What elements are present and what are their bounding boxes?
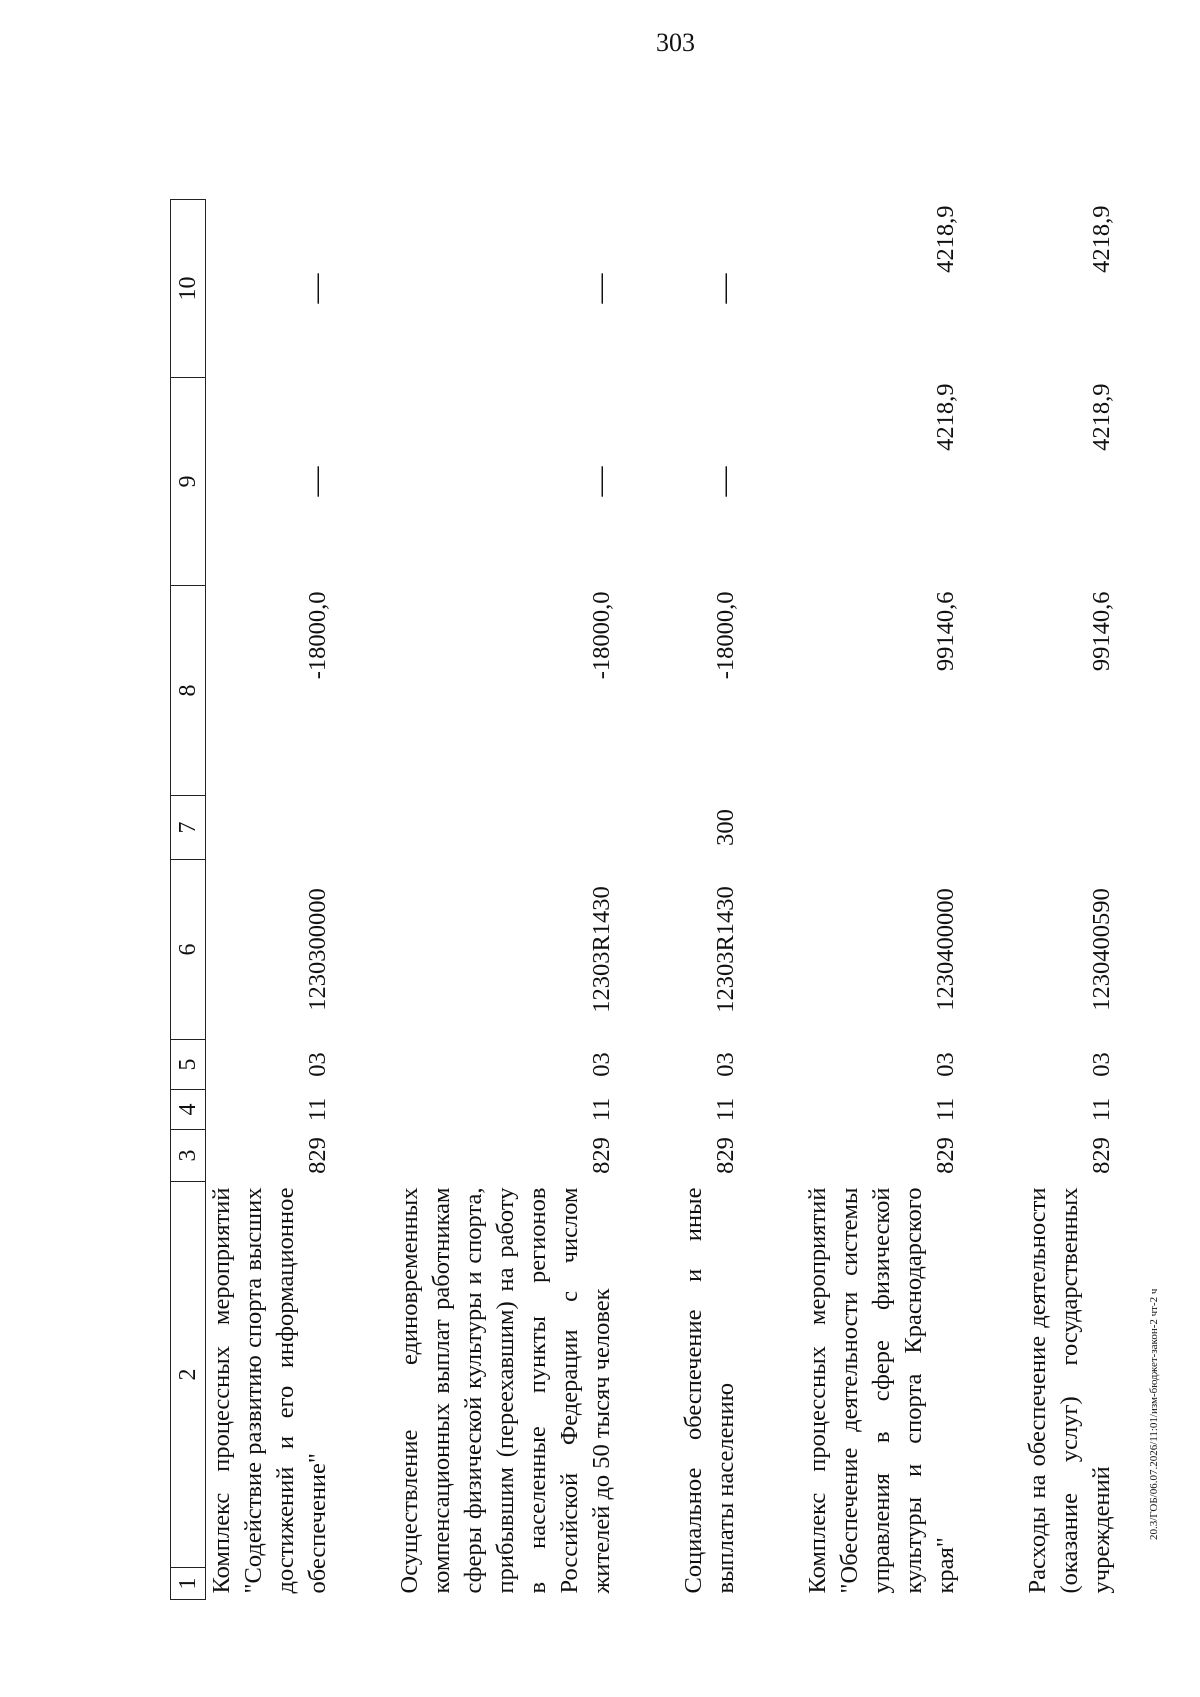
cell-amount-col10: 4218,9 bbox=[932, 205, 959, 273]
column-number: 9 bbox=[171, 378, 206, 586]
cell-ministry-code: 829 bbox=[588, 1137, 615, 1174]
column-number: 2 bbox=[171, 1182, 206, 1568]
table-row bbox=[394, 200, 618, 1600]
row-name: Осуществление единовременных компенсационных выплат работникам сферы физической культуры и спорта, прибывшим (переехавшим) на работу в населенные пункты регионов Российской Федерации с числом жителей до 50 тысяч человек bbox=[396, 1187, 615, 1594]
cell-expense-type bbox=[802, 796, 962, 860]
column-number: 1 bbox=[171, 1568, 206, 1600]
row-name: Комплекс процессных мероприятий "Обеспечение деятельности системы управления в сфере физической культуры и спорта Краснодарского края" bbox=[804, 1187, 959, 1594]
column-number: 4 bbox=[171, 1090, 206, 1130]
cell-target-article: 1230400000 bbox=[932, 888, 959, 1011]
cell-target-article: 1230300000 bbox=[304, 888, 331, 1011]
cell-subsection: 03 bbox=[1088, 1052, 1115, 1077]
cell-expense-type bbox=[1022, 796, 1118, 860]
cell-ministry-code: 829 bbox=[932, 1137, 959, 1174]
column-number: 3 bbox=[171, 1130, 206, 1182]
row-name: Комплекс процессных мероприятий "Содействие развитию спорта высших достижений и его информационное обеспечение" bbox=[208, 1187, 331, 1594]
column-number: 10 bbox=[171, 200, 206, 378]
cell-subsection: 03 bbox=[932, 1052, 959, 1077]
cell-amount-col8: -18000,0 bbox=[588, 591, 615, 680]
cell-section: 11 bbox=[304, 1097, 331, 1122]
column-number: 5 bbox=[171, 1040, 206, 1090]
budget-table bbox=[170, 199, 1118, 1600]
cell-amount-col9: — bbox=[583, 466, 616, 497]
cell-section: 11 bbox=[588, 1097, 615, 1122]
cell-expense-type bbox=[394, 796, 618, 860]
row-name: Расходы на обеспечение деятельности (оказание услуг) государственных учреждений bbox=[1024, 1187, 1115, 1594]
cell-section: 11 bbox=[1088, 1097, 1115, 1122]
cell-ministry-code: 829 bbox=[1088, 1137, 1115, 1174]
cell-expense-type bbox=[206, 796, 335, 860]
cell-subsection: 03 bbox=[304, 1052, 331, 1077]
table-row bbox=[802, 200, 962, 1600]
table-row bbox=[678, 200, 742, 1600]
cell-target-article: 1230400590 bbox=[1088, 888, 1115, 1011]
cell-target-article: 12303R1430 bbox=[588, 886, 615, 1013]
cell-amount-col9: 4218,9 bbox=[1088, 383, 1115, 451]
rotated-page-content bbox=[170, 170, 1115, 1600]
cell-expense-type: 300 bbox=[712, 809, 739, 846]
cell-amount-col10: — bbox=[707, 273, 740, 304]
cell-subsection: 03 bbox=[588, 1052, 615, 1077]
column-number: 7 bbox=[171, 796, 206, 860]
cell-section: 11 bbox=[712, 1097, 739, 1122]
cell-amount-col10: 4218,9 bbox=[1088, 205, 1115, 273]
table-row bbox=[206, 200, 335, 1600]
column-number: 6 bbox=[171, 860, 206, 1040]
cell-amount-col8: 99140,6 bbox=[1088, 591, 1115, 672]
row-name: Социальное обеспечение и иные выплаты населению bbox=[680, 1187, 739, 1594]
cell-amount-col8: -18000,0 bbox=[304, 591, 331, 680]
column-number: 8 bbox=[171, 586, 206, 796]
cell-ministry-code: 829 bbox=[712, 1137, 739, 1174]
cell-amount-col8: -18000,0 bbox=[712, 591, 739, 680]
cell-amount-col10: — bbox=[583, 273, 616, 304]
cell-amount-col9: 4218,9 bbox=[932, 383, 959, 451]
cell-section: 11 bbox=[932, 1097, 959, 1122]
cell-ministry-code: 829 bbox=[304, 1137, 331, 1174]
cell-target-article: 12303R1430 bbox=[712, 886, 739, 1013]
footer-file-path: 20.3/ГОБ/06.07.2026/11:01/изм-бюджет-закон-2 чт-2 ч bbox=[1148, 1288, 1160, 1540]
cell-subsection: 03 bbox=[712, 1052, 739, 1077]
column-number-row bbox=[171, 200, 206, 1600]
table-row bbox=[1022, 200, 1118, 1600]
cell-amount-col9: — bbox=[299, 466, 332, 497]
cell-amount-col8: 99140,6 bbox=[932, 591, 959, 672]
cell-amount-col9: — bbox=[707, 466, 740, 497]
cell-amount-col10: — bbox=[299, 273, 332, 304]
page-number: 303 bbox=[656, 28, 695, 57]
